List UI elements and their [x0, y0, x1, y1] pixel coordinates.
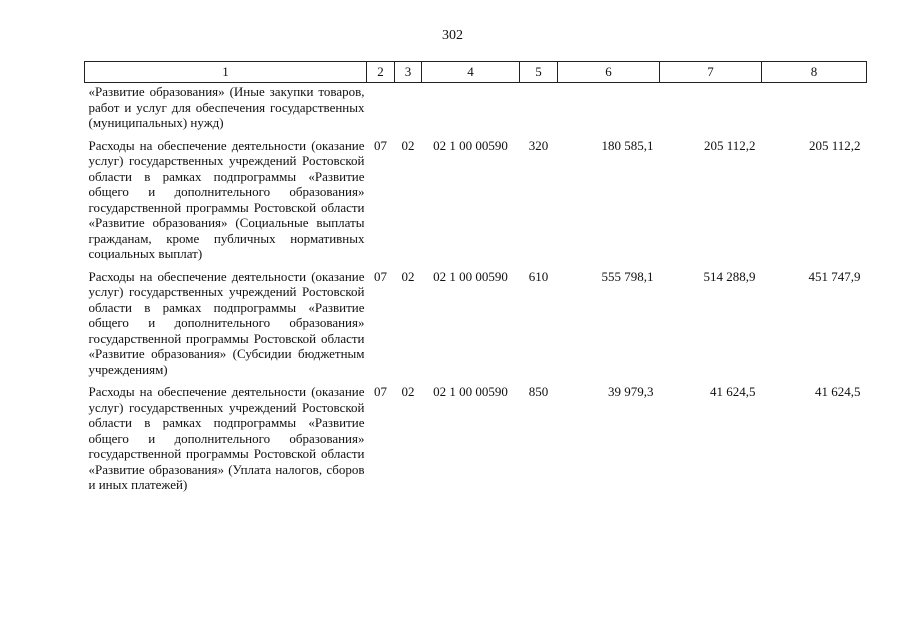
row-description: Расходы на обеспечение деятельности (оказание услуг) государственных учреждений Ростовской области в рамках подпрограммы «Развитие общего и дополнительного образования» государственной программы Ростовской области «Развитие образования» (Субсидии бюджетным учреждениям)	[88, 268, 365, 377]
row-amount-col8: 205 112,2	[808, 137, 861, 153]
column-header-2: 2	[367, 62, 395, 83]
row-section	[367, 83, 395, 138]
row-amount-col7: 205 112,2	[703, 137, 756, 153]
row-target-article: 02 1 00 00590	[433, 384, 508, 399]
column-header-6: 6	[558, 62, 660, 83]
table-row	[85, 138, 867, 269]
row-amount-col6	[558, 83, 660, 138]
row-target-article: 02 1 00 00590	[433, 268, 508, 284]
table-row	[85, 269, 867, 385]
row-amount-col7: 514 288,9	[703, 268, 756, 284]
budget-table	[84, 61, 867, 500]
row-description: Расходы на обеспечение деятельности (оказание услуг) государственных учреждений Ростовской области в рамках подпрограммы «Развитие общего и дополнительного образования» государственной программы Ростовской области «Развитие образования» (Уплата налогов, сборов и иных платежей)	[88, 384, 365, 492]
column-header-8: 8	[762, 62, 867, 83]
column-header-1: 1	[85, 62, 367, 83]
row-description: Расходы на обеспечение деятельности (оказание услуг) государственных учреждений Ростовской области в рамках подпрограммы «Развитие общего и дополнительного образования» государственной программы Ростовской области «Развитие образования» (Социальные выплаты гражданам, кроме публичных нормативных социальных выплат)	[88, 137, 365, 261]
row-section: 07	[374, 384, 387, 399]
row-subsection	[395, 83, 422, 138]
column-header-7: 7	[660, 62, 762, 83]
row-description: «Развитие образования» (Иные закупки товаров, работ и услуг для обеспечения государственных (муниципальных) нужд)	[88, 84, 365, 130]
row-amount-col8: 451 747,9	[808, 268, 861, 284]
row-target-article	[422, 83, 520, 138]
row-amount-col6: 180 585,1	[601, 137, 654, 153]
row-target-article: 02 1 00 00590	[433, 137, 508, 153]
row-expense-type	[520, 83, 558, 138]
row-amount-col6: 555 798,1	[601, 268, 654, 284]
row-amount-col8: 41 624,5	[815, 384, 861, 399]
row-amount-col6: 39 979,3	[608, 384, 654, 399]
row-subsection: 02	[401, 137, 415, 153]
row-expense-type: 850	[528, 384, 549, 399]
row-amount-col8	[762, 83, 867, 138]
row-section: 07	[374, 268, 387, 284]
row-section: 07	[374, 137, 387, 153]
row-subsection: 02	[401, 384, 415, 399]
table-row	[85, 83, 867, 138]
column-header-5: 5	[520, 62, 558, 83]
row-expense-type: 610	[528, 268, 549, 284]
row-amount-col7: 41 624,5	[710, 384, 756, 399]
column-header-4: 4	[422, 62, 520, 83]
page-number: 302	[442, 28, 463, 43]
table-row	[85, 384, 867, 500]
row-amount-col7	[660, 83, 762, 138]
row-expense-type: 320	[528, 137, 549, 153]
table-header-row	[85, 62, 867, 83]
column-header-3: 3	[395, 62, 422, 83]
row-subsection: 02	[401, 268, 415, 284]
